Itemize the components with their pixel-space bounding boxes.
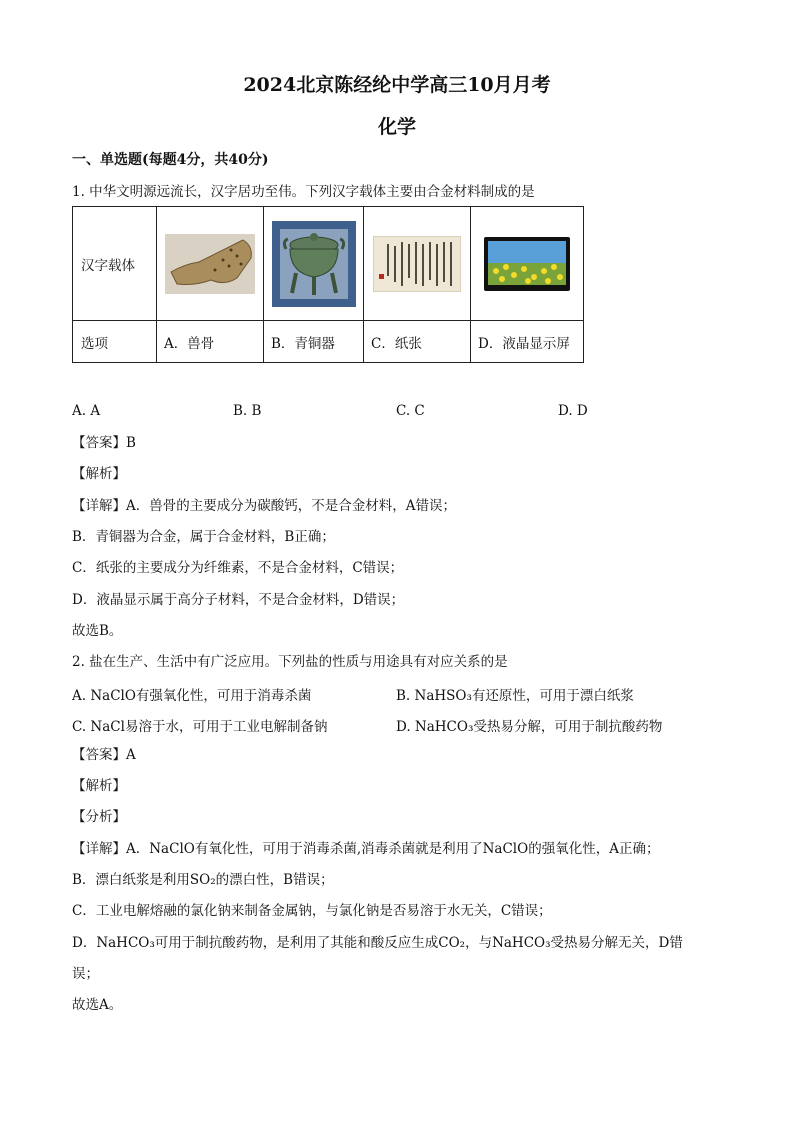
q1-detail-line: C．纸张的主要成分为纤维素，不是合金材料，C错误； xyxy=(72,560,404,576)
q1-detail-line: 【详解】A．兽骨的主要成分为碳酸钙，不是合金材料，A错误； xyxy=(72,498,456,514)
choice-d: D. D xyxy=(558,403,588,419)
q1-detail-line: 故选B。 xyxy=(72,623,123,639)
q1-detail-line: D．液晶显示属于高分子材料，不是合金材料，D错误； xyxy=(72,592,405,608)
question-1-stem: 1. 中华文明源远流长，汉字居功至伟。下列汉字载体主要由合金材料制成的是 xyxy=(72,184,535,200)
table-row xyxy=(73,321,584,363)
q2-fenxi-heading: 【分析】 xyxy=(72,809,126,825)
q2-option-c: C. NaCl易溶于水，可用于工业电解制备钠 xyxy=(72,719,328,735)
page-subtitle: 化学 xyxy=(377,116,416,138)
option-a-label: A．兽骨 xyxy=(157,321,264,363)
q1-detail-line: B．青铜器为合金，属于合金材料，B正确； xyxy=(72,529,335,545)
page-title: 2024北京陈经纶中学高三10月月考 xyxy=(243,74,551,96)
q2-detail-line: 【详解】A．NaClO有氧化性，可用于消毒杀菌,消毒杀菌就是利用了NaClO的强氧化性，A正确； xyxy=(72,841,660,857)
q2-detail-line: B．漂白纸浆是利用SO₂的漂白性，B错误； xyxy=(72,872,334,888)
q2-option-b: B. NaHSO₃有还原性，可用于漂白纸浆 xyxy=(396,688,634,704)
question-2-stem: 2. 盐在生产、生活中有广泛应用。下列盐的性质与用途具有对应关系的是 xyxy=(72,654,508,670)
lcd-screen-image xyxy=(484,237,570,291)
row-label-carrier: 汉字载体 xyxy=(73,207,157,321)
choice-a: A. A xyxy=(72,403,101,419)
row-label-option: 选项 xyxy=(73,321,157,363)
q2-detail-line: 故选A。 xyxy=(72,997,123,1013)
choice-c: C. C xyxy=(396,403,425,419)
bone-fragment-image xyxy=(165,234,255,294)
option-c-label: C．纸张 xyxy=(364,321,471,363)
q1-answer: 【答案】B xyxy=(72,435,136,451)
q2-option-a: A. NaClO有强氧化性，可用于消毒杀菌 xyxy=(72,688,312,704)
q1-analysis-heading: 【解析】 xyxy=(72,466,126,482)
calligraphy-paper-image xyxy=(373,236,461,292)
bronze-vessel-image xyxy=(272,221,356,307)
cell-lcd-image xyxy=(471,207,584,321)
carrier-table xyxy=(72,206,584,363)
cell-bone-image xyxy=(157,207,264,321)
section-heading: 一、单选题(每题4分，共40分) xyxy=(72,152,269,168)
option-d-label: D．液晶显示屏 xyxy=(471,321,584,363)
table-row xyxy=(73,207,584,321)
q2-detail-line: C．工业电解熔融的氯化钠来制备金属钠，与氯化钠是否易溶于水无关，C错误； xyxy=(72,903,552,919)
cell-calligraphy-image xyxy=(364,207,471,321)
option-b-label: B．青铜器 xyxy=(264,321,364,363)
cell-bronze-image xyxy=(264,207,364,321)
q2-answer: 【答案】A xyxy=(72,747,136,763)
choice-b: B. B xyxy=(233,403,262,419)
q2-detail-line: 误； xyxy=(72,966,99,982)
q2-detail-line: D．NaHCO₃可用于制抗酸药物，是利用了其能和酸反应生成CO₂，与NaHCO₃受热易分解无关，D错 xyxy=(72,935,683,951)
q2-option-d: D. NaHCO₃受热易分解，可用于制抗酸药物 xyxy=(396,719,663,735)
q2-analysis-heading: 【解析】 xyxy=(72,778,126,794)
